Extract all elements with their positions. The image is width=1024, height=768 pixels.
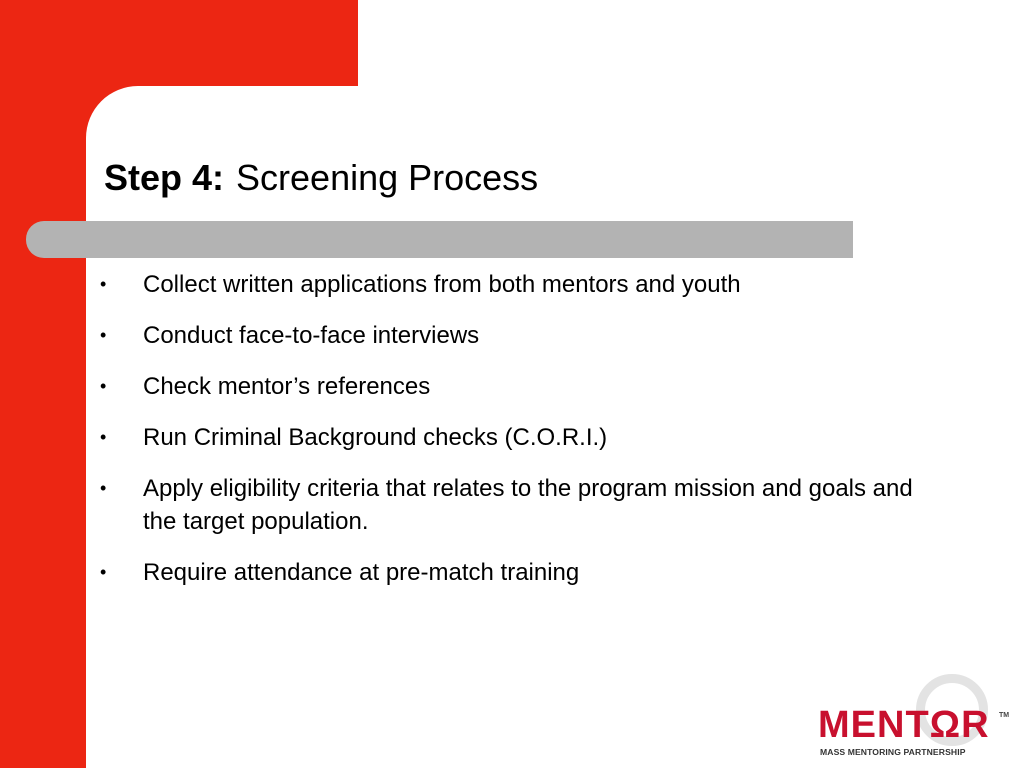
bullet-text: Apply eligibility criteria that relates to the program mission and goals and the target population.: [143, 475, 913, 535]
bullet-item: [100, 472, 940, 538]
bullet-item: [100, 556, 940, 589]
bullet-item: [100, 319, 940, 352]
bullet-icon: •: [100, 478, 107, 498]
bullet-text: Require attendance at pre-match training: [143, 559, 580, 586]
bullet-icon: •: [100, 274, 107, 294]
title-divider-bar: [26, 221, 853, 258]
title-step: Step 4:: [104, 157, 225, 198]
bullet-text: Check mentor’s references: [143, 373, 431, 400]
logo-trademark: TM: [999, 712, 1010, 719]
logo-tagline: MASS MENTORING PARTNERSHIP: [820, 747, 966, 757]
bullet-item: [100, 268, 940, 301]
bullet-list: [100, 268, 940, 607]
bullet-text: Run Criminal Background checks (C.O.R.I.): [143, 424, 608, 451]
title-text: Screening Process: [236, 157, 539, 198]
bullet-text: Conduct face-to-face interviews: [143, 322, 480, 349]
bullet-icon: •: [100, 427, 107, 447]
bullet-item: [100, 370, 940, 403]
bullet-icon: •: [100, 562, 107, 582]
bullet-item: [100, 421, 940, 454]
red-side-strip: [0, 0, 86, 768]
mentor-logo: [816, 674, 1012, 760]
logo-wordmark: MENTΩR: [818, 704, 990, 746]
bullet-icon: •: [100, 325, 107, 345]
slide-title: [104, 156, 538, 200]
bullet-text: Collect written applications from both mentors and youth: [143, 271, 741, 298]
bullet-icon: •: [100, 376, 107, 396]
